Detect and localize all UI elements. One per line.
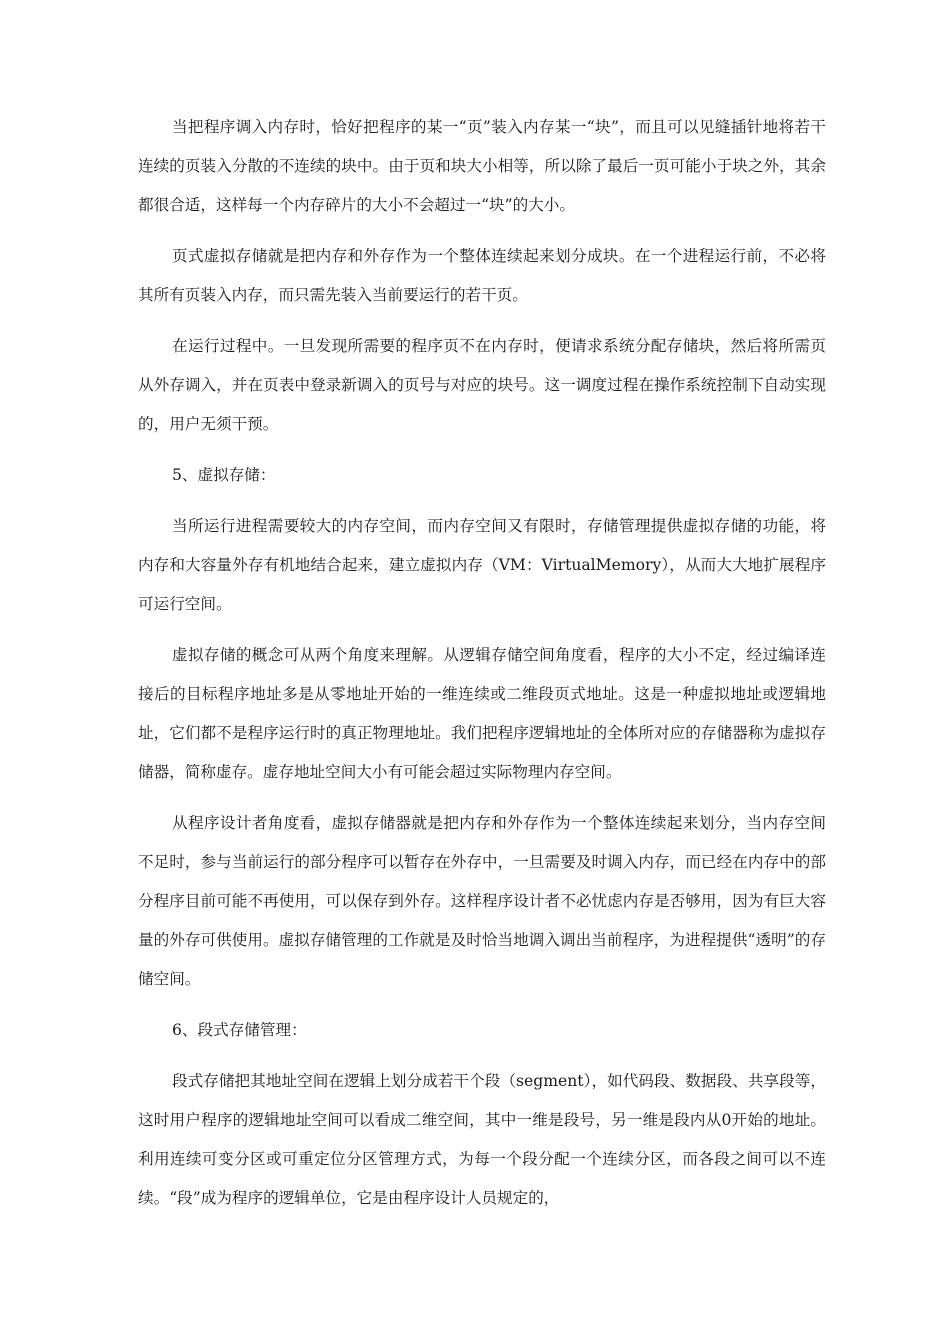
paragraph-runtime-paging: 在运行过程中。一旦发现所需要的程序页不在内存时，便请求系统分配存储块，然后将所需页从外存调入，并在页表中登录新调入的页号与对应的块号。这一调度过程在操作系统控制下自动实现的，用户无须干预。 [138,337,826,433]
section-heading-virtual-storage: 5、虚拟存储： [172,466,276,484]
paragraph-page-blocks: 当把程序调入内存时，恰好把程序的某一“页”装入内存某一“块”，而且可以见缝插针地将若干连续的页装入分散的不连续的块中。由于页和块大小相等，所以除了最后一页可能小于块之外，其余都很合适，这样每一个内存碎片的大小不会超过一“块”的大小。 [138,118,826,214]
paragraph-virtual-memory-concept: 虚拟存储的概念可从两个角度来理解。从逻辑存储空间角度看，程序的大小不定，经过编译连接后的目标程序地址多是从零地址开始的一维连续或二维段页式地址。这是一种虚拟地址或逻辑地址，它们都不是程序运行时的真正物理地址。我们把程序逻辑地址的全体所对应的存储器称为虚拟存储器，简称虚存。虚存地址空间大小有可能会超过实际物理内存空间。 [138,646,826,781]
paragraph-programmer-view: 从程序设计者角度看，虚拟存储器就是把内存和外存作为一个整体连续起来划分，当内存空间不足时，参与当前运行的部分程序可以暂存在外存中，一旦需要及时调入内存，而已经在内存中的部分程序目前可能不再使用，可以保存到外存。这样程序设计者不必忧虑内存是否够用，因为有巨大容量的外存可供使用。虚拟存储管理的工作就是及时恰当地调入调出当前程序，为进程提供“透明”的存储空间。 [138,814,826,988]
section-heading-segment-management: 6、段式存储管理： [172,1021,307,1039]
paragraph-virtual-memory-intro: 当所运行进程需要较大的内存空间，而内存空间又有限时，存储管理提供虚拟存储的功能，将内存和大容量外存有机地结合起来，建立虚拟内存（VM：VirtualMemory），从而大大地扩展程序可运行空间。 [138,517,826,613]
document-page [138,108,826,1230]
paragraph-paged-virtual-storage: 页式虚拟存储就是把内存和外存作为一个整体连续起来划分成块。在一个进程运行前，不必将其所有页装入内存，而只需先装入当前要运行的若干页。 [138,247,826,304]
paragraph-segment-storage: 段式存储把其地址空间在逻辑上划分成若干个段（segment），如代码段、数据段、共享段等，这时用户程序的逻辑地址空间可以看成二维空间，其中一维是段号，另一维是段内从0开始的地址。利用连续可变分区或可重定位分区管理方式，为每一个段分配一个连续分区，而各段之间可以不连续。“段”成为程序的逻辑单位，它是由程序设计人员规定的， [138,1072,826,1207]
